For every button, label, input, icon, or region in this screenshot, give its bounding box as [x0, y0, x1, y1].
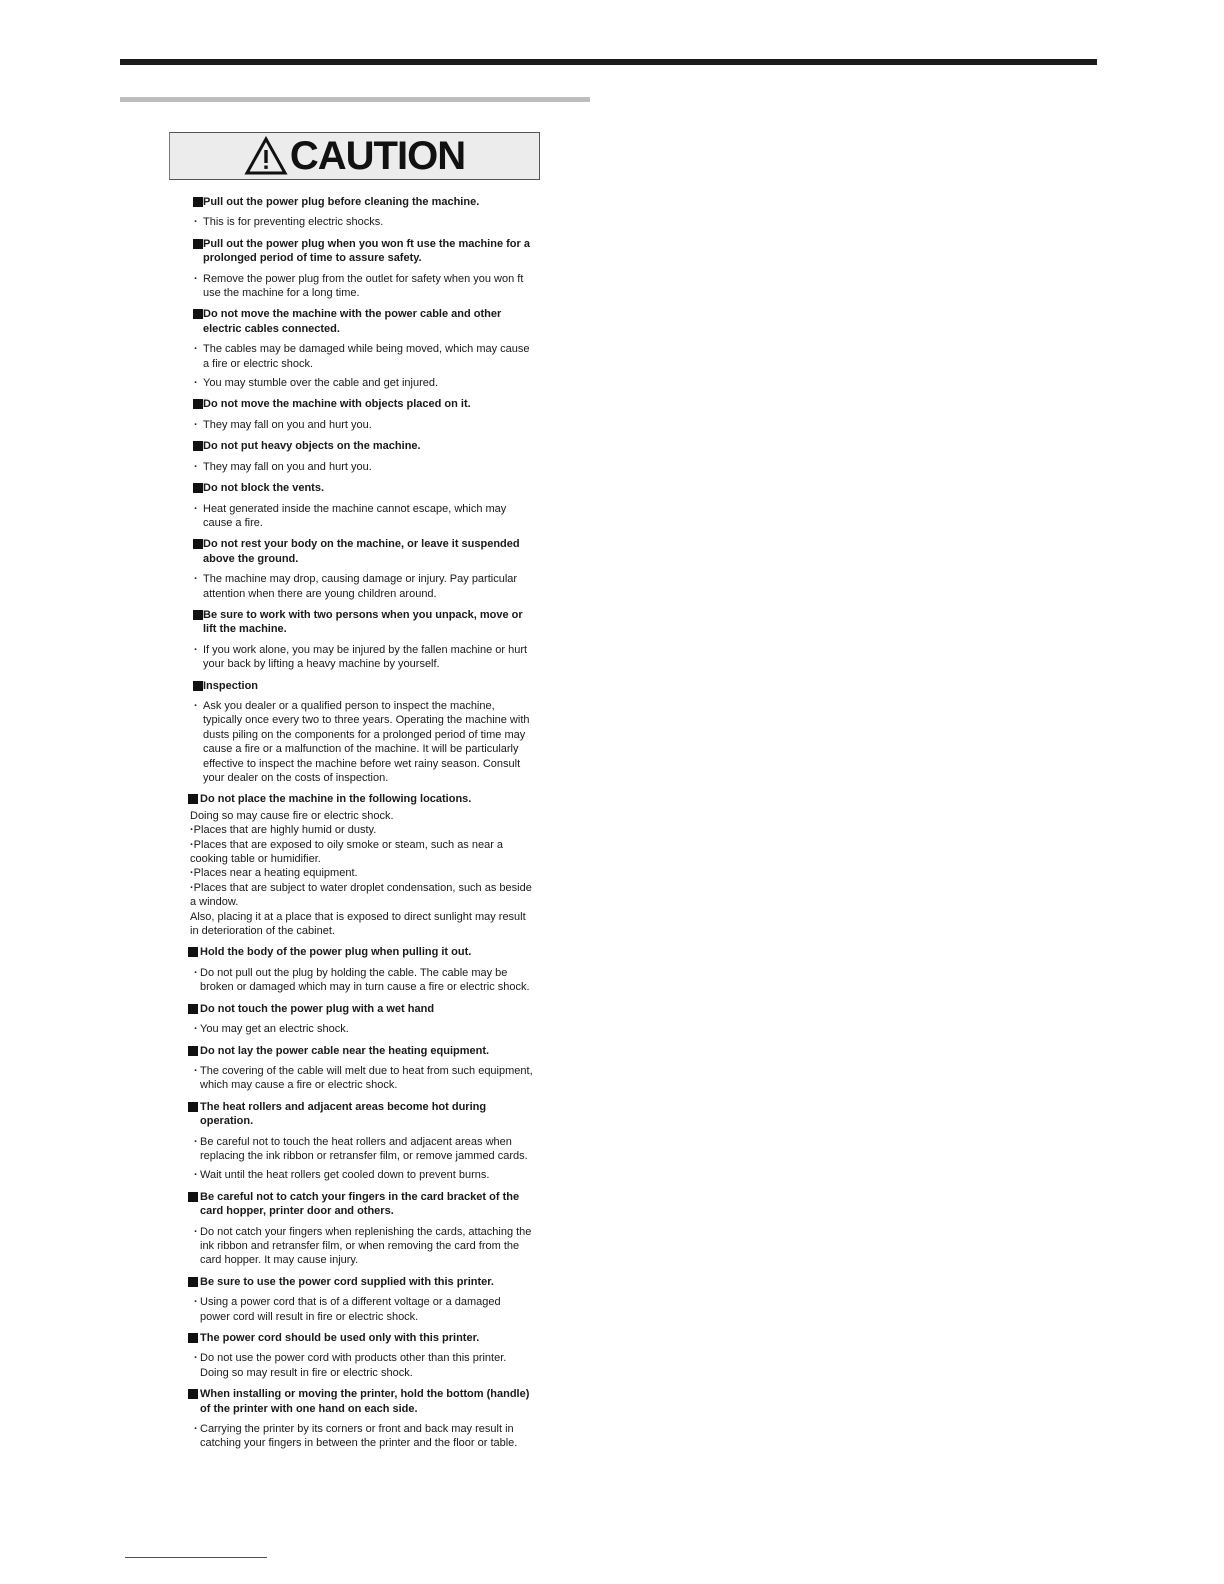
- caution-item: [188, 1044, 533, 1093]
- locations-section: [188, 792, 533, 938]
- caution-heading: Pull out the power plug when you won ft use the machine for a prolonged period of time to assure safety.: [188, 237, 533, 266]
- square-bullet-icon: [193, 441, 203, 451]
- square-bullet-icon: [188, 1333, 198, 1343]
- square-bullet-icon: [188, 1277, 198, 1287]
- caution-heading: Do not move the machine with the power cable and other electric cables connected.: [188, 307, 533, 336]
- locations-note: Also, placing it at a place that is exposed to direct sunlight may result in deterioration of the cabinet.: [190, 910, 526, 938]
- locations-intro: Doing so may cause fire or electric shock.: [190, 809, 394, 822]
- caution-heading: Do not touch the power plug with a wet hand: [188, 1002, 533, 1016]
- caution-heading: Do not put heavy objects on the machine.: [188, 439, 533, 453]
- caution-bullet: · Using a power cord that is of a different voltage or a damaged power cord will result in fire or electric shock.: [188, 1295, 533, 1324]
- caution-heading: When installing or moving the printer, hold the bottom (handle) of the printer with one hand on each side.: [188, 1387, 533, 1416]
- caution-bullet: · They may fall on you and hurt you.: [188, 418, 533, 432]
- warning-triangle-icon: [244, 136, 288, 176]
- square-bullet-icon: [193, 610, 203, 620]
- square-bullet-icon: [188, 947, 198, 957]
- caution-heading: Do not rest your body on the machine, or leave it suspended above the ground.: [188, 537, 533, 566]
- caution-item: [188, 537, 533, 601]
- caution-bullet: · The cables may be damaged while being moved, which may cause a fire or electric shock.: [188, 342, 533, 371]
- caution-banner: [169, 132, 540, 180]
- caution-bullet: · You may get an electric shock.: [188, 1022, 533, 1036]
- caution-bullet: · This is for preventing electric shocks.: [188, 215, 533, 229]
- caution-item: [188, 481, 533, 530]
- caution-item: [188, 397, 533, 432]
- caution-bullet: · The covering of the cable will melt due to heat from such equipment, which may cause a fire or electric shock.: [188, 1064, 533, 1093]
- caution-heading: Pull out the power plug before cleaning the machine.: [188, 195, 533, 209]
- caution-sections-2: [188, 945, 533, 1450]
- caution-bullet: · You may stumble over the cable and get injured.: [188, 376, 533, 390]
- caution-heading: Do not move the machine with objects placed on it.: [188, 397, 533, 411]
- caution-item: [188, 1331, 533, 1380]
- square-bullet-icon: [188, 1389, 198, 1399]
- location-bullet: · Places that are highly humid or dusty.: [188, 823, 533, 837]
- caution-item: [188, 1190, 533, 1268]
- caution-item: [188, 237, 533, 301]
- locations-list: [188, 823, 533, 909]
- caution-list: [188, 188, 533, 1456]
- caution-item: [188, 1100, 533, 1183]
- caution-heading: Be sure to use the power cord supplied with this printer.: [188, 1275, 533, 1289]
- location-bullet: · Places near a heating equipment.: [188, 866, 533, 880]
- square-bullet-icon: [188, 1192, 198, 1202]
- caution-bullet: · Carrying the printer by its corners or front and back may result in catching your fingers in between the printer and the floor or table.: [188, 1422, 533, 1451]
- caution-heading: Do not block the vents.: [188, 481, 533, 495]
- top-rule: [120, 59, 1097, 65]
- square-bullet-icon: [188, 1102, 198, 1112]
- caution-bullet: · Ask you dealer or a qualified person to inspect the machine, typically once every two to three years. Operating the machine with dusts piling on the components for a prolonged period of time may cause a fire or a malfunction of the machine. It will be particularly effective to inspect the machine before wet rainy season. Consult your dealer on the costs of inspection.: [188, 699, 533, 785]
- caution-item: [188, 1275, 533, 1324]
- caution-item: [188, 307, 533, 390]
- square-bullet-icon: [193, 681, 203, 691]
- locations-heading: Do not place the machine in the following locations.: [188, 792, 533, 806]
- caution-item: [188, 1002, 533, 1037]
- square-bullet-icon: [193, 309, 203, 319]
- caution-bullet: · Remove the power plug from the outlet for safety when you won ft use the machine for a long time.: [188, 272, 533, 301]
- caution-heading: The power cord should be used only with this printer.: [188, 1331, 533, 1345]
- caution-bullet: · They may fall on you and hurt you.: [188, 460, 533, 474]
- caution-heading: Inspection: [188, 679, 533, 693]
- caution-item: [188, 439, 533, 474]
- square-bullet-icon: [193, 483, 203, 493]
- caution-bullet: · Do not pull out the plug by holding the cable. The cable may be broken or damaged which may in turn cause a fire or electric shock.: [188, 966, 533, 995]
- caution-bullet: · Do not catch your fingers when replenishing the cards, attaching the ink ribbon and retransfer film, or when removing the card from the card hopper. It may cause injury.: [188, 1225, 533, 1268]
- square-bullet-icon: [193, 539, 203, 549]
- caution-bullet: · The machine may drop, causing damage or injury. Pay particular attention when there are young children around.: [188, 572, 533, 601]
- caution-heading: Do not lay the power cable near the heating equipment.: [188, 1044, 533, 1058]
- caution-item: [188, 195, 533, 230]
- location-bullet: · Places that are subject to water droplet condensation, such as beside a window.: [188, 881, 533, 910]
- square-bullet-icon: [193, 239, 203, 249]
- caution-bullet: · Wait until the heat rollers get cooled down to prevent burns.: [188, 1168, 533, 1182]
- caution-heading: The heat rollers and adjacent areas become hot during operation.: [188, 1100, 533, 1129]
- caution-heading: Be sure to work with two persons when you unpack, move or lift the machine.: [188, 608, 533, 637]
- square-bullet-icon: [188, 794, 198, 804]
- caution-bullet: · Be careful not to touch the heat rollers and adjacent areas when replacing the ink ribbon or retransfer film, or remove jammed cards.: [188, 1135, 533, 1164]
- footer-link-line: [125, 1557, 267, 1558]
- square-bullet-icon: [188, 1004, 198, 1014]
- square-bullet-icon: [193, 197, 203, 207]
- caution-bullet: · If you work alone, you may be injured by the fallen machine or hurt your back by lifting a heavy machine by yourself.: [188, 643, 533, 672]
- caution-bullet: · Heat generated inside the machine cannot escape, which may cause a fire.: [188, 502, 533, 531]
- caution-item: [188, 945, 533, 994]
- square-bullet-icon: [193, 399, 203, 409]
- section-rule: [120, 97, 590, 102]
- caution-item: [188, 1387, 533, 1451]
- square-bullet-icon: [188, 1046, 198, 1056]
- caution-bullet: · Do not use the power cord with products other than this printer. Doing so may result in fire or electric shock.: [188, 1351, 533, 1380]
- caution-sections: [188, 195, 533, 785]
- location-bullet: · Places that are exposed to oily smoke or steam, such as near a cooking table or humidifier.: [188, 838, 533, 867]
- caution-heading: Be careful not to catch your fingers in the card bracket of the card hopper, printer door and others.: [188, 1190, 533, 1219]
- caution-item: [188, 679, 533, 786]
- caution-item: [188, 608, 533, 672]
- caution-heading: Hold the body of the power plug when pulling it out.: [188, 945, 533, 959]
- caution-title: CAUTION: [289, 134, 466, 178]
